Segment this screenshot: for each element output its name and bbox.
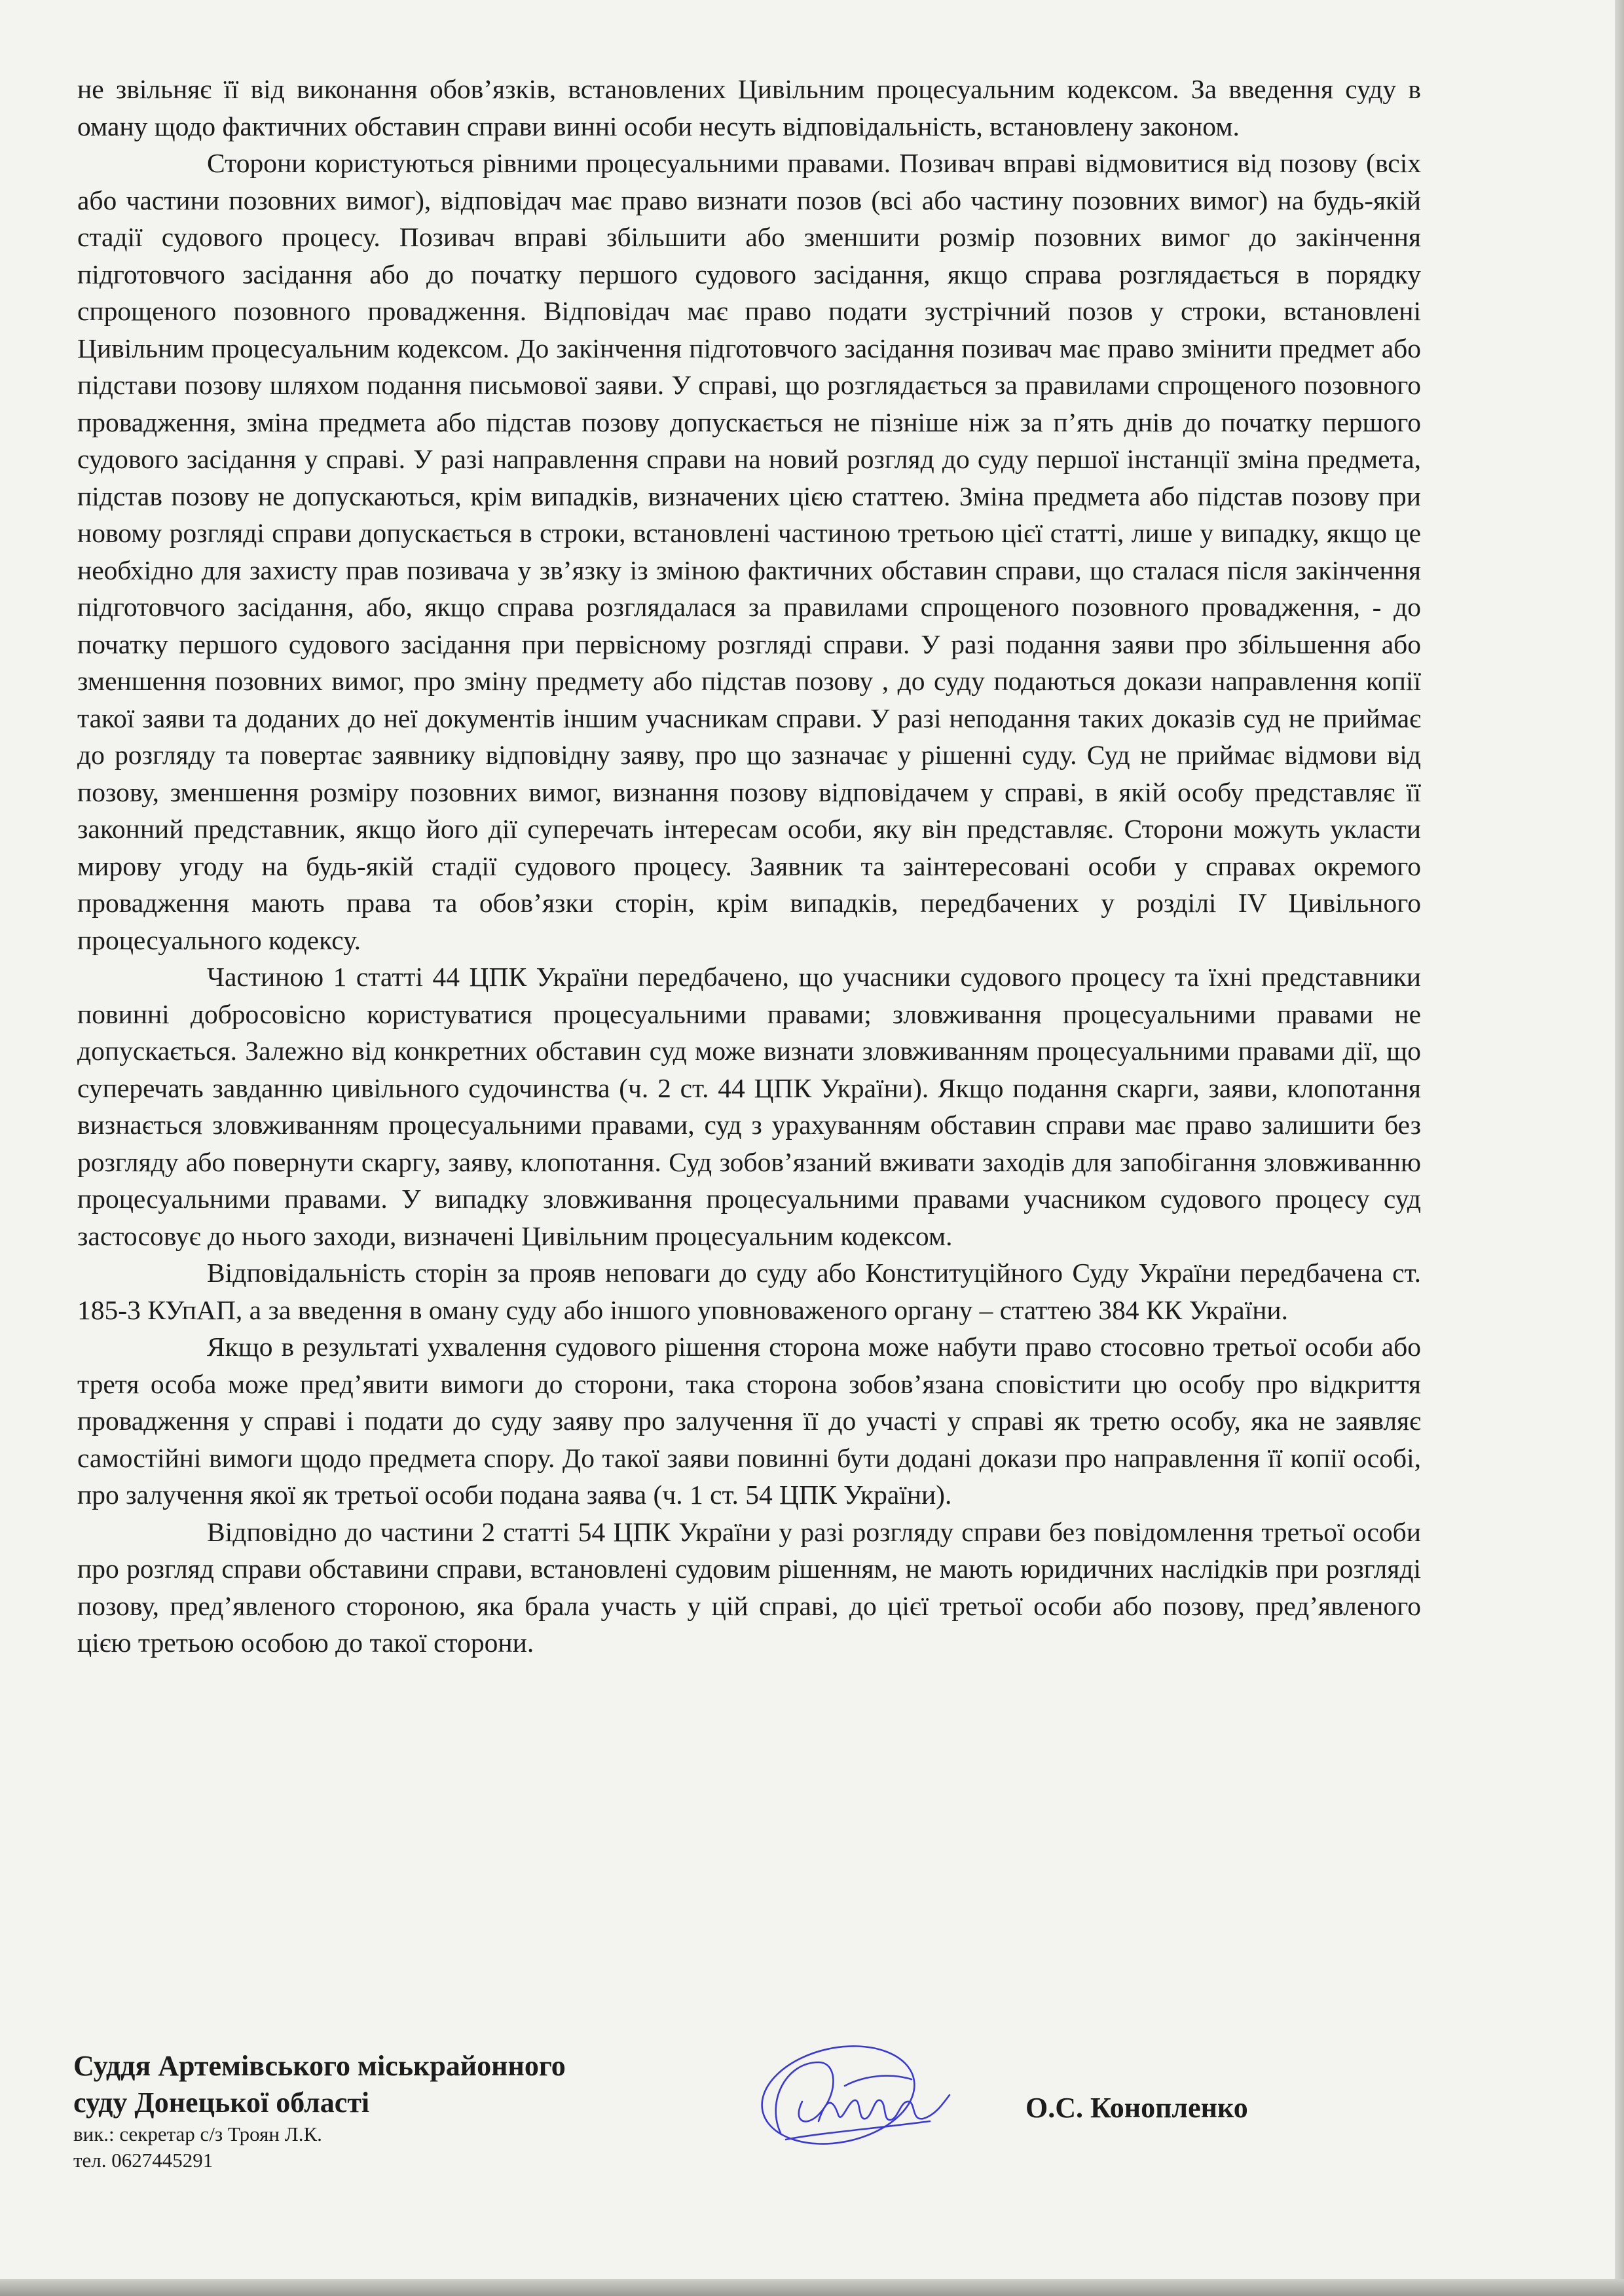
paragraph-third-party: Якщо в результаті ухвалення судового рішення сторона може набути право стосовно третьої особи або третя особа може пред’явити вимоги до сторони, така сторона зобов’язана сповістити цю особу про відкриття провадження у справі і подати до суду заяву про залучення її до участі у справі як третю особу, яка не заявляє самостійні вимоги щодо предмета спору. До такої заяви повинні бути додані докази про направлення її копії особі, про залучення якої як третьої особи подана заява (ч. 1 ст. 54 ЦПК України).	[77, 1332, 1421, 1510]
paragraph-continuation: не звільняє її від виконання обов’язків, встановлених Цивільним процесуальним кодексом. За введення суду в оману щодо фактичних обставин справи винні особи несуть відповідальність, встановлену законом.	[77, 74, 1421, 141]
paragraph-liability: Відповідальність сторін за прояв неповаги до суду або Конституційного Суду України передбачена ст. 185-3 КУпАП, а за введення в оману суду або іншого уповноваженого органу – статтею 384 КК України.	[77, 1258, 1421, 1325]
judge-title-line2: суду Донецької області	[73, 2086, 370, 2119]
executor-line: вик.: секретар с/з Троян Л.К.	[73, 2123, 322, 2145]
scan-edge-right	[1615, 0, 1624, 2296]
judge-title-line1: Суддя Артемівського міськрайонного	[73, 2050, 566, 2082]
judge-name: О.С. Конопленко	[1025, 2092, 1248, 2124]
scan-edge-bottom	[0, 2279, 1624, 2296]
document-body	[77, 71, 1421, 1662]
paragraph-abuse-of-rights: Частиною 1 статті 44 ЦПК України передбачено, що учасники судового процесу та їхні представники повинні добросовісно користуватися процесуальними правами; зловживання процесуальними правами не допускається. Залежно від конкретних обставин суд може визнати зловживанням процесуальними правами дії, що суперечать завданню цивільного судочинства (ч. 2 ст. 44 ЦПК України). Якщо подання скарги, заяви, клопотання визнається зловживанням процесуальними правами, суд з урахуванням обставин справи має право залишити без розгляду або повернути скаргу, заяву, клопотання. Суд зобов’язаний вживати заходів для запобігання зловживанню процесуальними правами. У випадку зловживання процесуальними правами учасником судового процесу суд застосовує до нього заходи, визначені Цивільним процесуальним кодексом.	[77, 962, 1421, 1251]
phone-line: тел. 0627445291	[73, 2149, 213, 2172]
signature-block	[73, 2048, 728, 2174]
handwritten-signature-icon	[740, 2023, 963, 2167]
paragraph-parties-rights: Сторони користуються рівними процесуальними правами. Позивач вправі відмовитися від позову (всіх або частини позовних вимог), відповідач має право визнати позов (всі або частину позовних вимог) на будь-якій стадії судового процесу. Позивач вправі збільшити або зменшити розмір позовних вимог до закінчення підготовчого засідання або до початку першого судового засідання, якщо справа розглядається в порядку спрощеного позовного провадження. Відповідач має право подати зустрічний позов у строки, встановлені Цивільним процесуальним кодексом. До закінчення підготовчого засідання позивач має право змінити предмет або підстави позову шляхом подання письмової заяви. У справі, що розглядається за правилами спрощеного позовного провадження, зміна предмета або підстав позову допускається не пізніше ніж за п’ять днів до початку першого судового засідання у справі. У разі направлення справи на новий розгляд до суду першої інстанції зміна предмета, підстав позову не допускаються, крім випадків, визначених цією статтею. Зміна предмета або підстав позову при новому розгляді справи допускається в строки, встановлені частиною третьою цієї статті, лише у випадку, якщо це необхідно для захисту прав позивача у зв’язку із зміною фактичних обставин справи, що сталася після закінчення підготовчого засідання, або, якщо справа розглядалася за правилами спрощеного позовного провадження, - до початку першого судового засідання при первісному розгляді справи. У разі подання заяви про збільшення або зменшення позовних вимог, про зміну предмету або підстав позову , до суду подаються докази направлення копії такої заяви та доданих до неї документів іншим учасникам справи. У разі неподання таких доказів суд не приймає до розгляду та повертає заявнику відповідну заяву, про що зазначає у рішенні суду. Суд не приймає відмови від позову, зменшення розміру позовних вимог, визнання позову відповідачем у справі, в якій особу представляє її законний представник, якщо його дії суперечать інтересам особи, яку він представляє. Сторони можуть укласти мирову угоду на будь-якій стадії судового процесу. Заявник та заінтересовані особи у справах окремого провадження мають права та обов’язки сторін, крім випадків, передбачених у розділі IV Цивільного процесуального кодексу.	[77, 148, 1421, 955]
paragraph-third-party-consequences: Відповідно до частини 2 статті 54 ЦПК України у разі розгляду справи без повідомлення третьої особи про розгляд справи обставини справи, встановлені судовим рішенням, не мають юридичних наслідків при розгляді позову, пред’явленого стороною, яка брала участь у цій справі, до цієї третьої особи або позову, пред’явленого цією третьою особою до такої сторони.	[77, 1516, 1421, 1658]
